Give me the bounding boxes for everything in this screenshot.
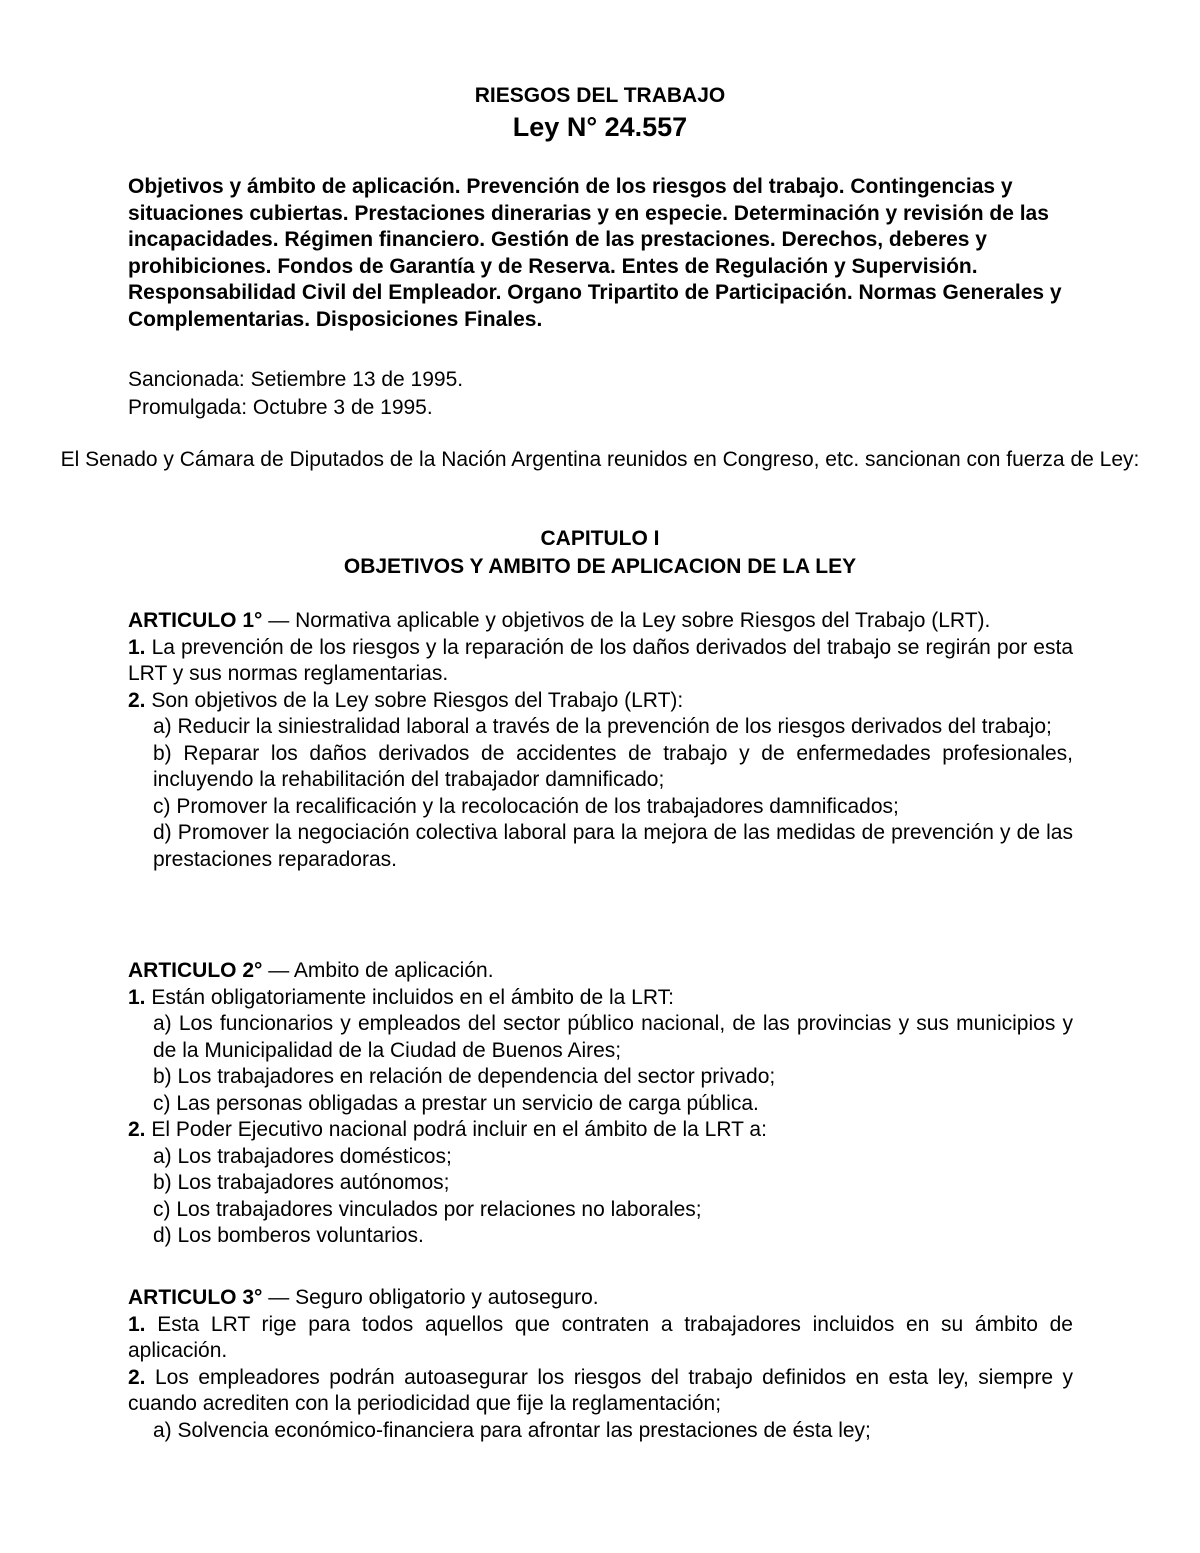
subitem: b) Los trabajadores en relación de dependencia del sector privado; bbox=[153, 1065, 776, 1088]
article-2 bbox=[128, 958, 1073, 1250]
subitem: b) Reparar los daños derivados de accidentes de trabajo y de enfermedades profesionales, incluyendo la rehabilitación del trabajador damnificado; bbox=[153, 741, 1073, 791]
subitem: c) Las personas obligadas a prestar un servicio de carga pública. bbox=[153, 1091, 759, 1115]
article-paragraph bbox=[128, 688, 1073, 715]
subitem: c) Los trabajadores vinculados por relaciones no laborales; bbox=[153, 1197, 702, 1221]
paragraph-text: La prevención de los riesgos y la reparación de los daños derivados del trabajo se regirán por esta LRT y sus normas reglamentarias. bbox=[128, 635, 1073, 685]
promulgation-date: Promulgada: Octubre 3 de 1995. bbox=[128, 396, 433, 419]
article-title: — Seguro obligatorio y autoseguro. bbox=[262, 1286, 599, 1309]
chapter-title: OBJETIVOS Y AMBITO DE APLICACION DE LA LEY bbox=[343, 555, 857, 578]
paragraph-text: El Poder Ejecutivo nacional podrá incluir en el ámbito de la LRT a: bbox=[145, 1118, 767, 1141]
article-1 bbox=[128, 608, 1073, 873]
law-summary: Objetivos y ámbito de aplicación. Prevención de los riesgos del trabajo. Contingencias y situaciones cubiertas. Prestaciones dinerarias y en especie. Determinación y revisión de las incapacidades. Régimen financiero. Gestión de las prestaciones. Derechos, deberes y prohibiciones. Fondos de Garantía y de Reserva. Entes de Regulación y Supervisión. Responsabilidad Civil del Empleador. Organo Tripartito de Participación. Normas Generales y Complementarias. Disposiciones Finales. bbox=[128, 175, 1062, 331]
article-title: — Ambito de aplicación. bbox=[262, 959, 494, 982]
article-label: ARTICULO 2° bbox=[128, 959, 263, 982]
article-paragraph bbox=[128, 1312, 1073, 1365]
paragraph-number: 2. bbox=[128, 1118, 146, 1141]
dates-block bbox=[128, 366, 463, 422]
article-paragraph bbox=[128, 635, 1073, 688]
paragraph-number: 2. bbox=[128, 1365, 146, 1389]
enacting-formula: El Senado y Cámara de Diputados de la Nación Argentina reunidos en Congreso, etc. sancionan con fuerza de Ley: bbox=[60, 448, 1140, 471]
paragraph-number: 1. bbox=[128, 635, 146, 659]
paragraph-number: 2. bbox=[128, 688, 146, 712]
subitem: a) Solvencia económico-financiera para afrontar las prestaciones de ésta ley; bbox=[153, 1418, 871, 1442]
subitem: d) Los bomberos voluntarios. bbox=[153, 1224, 424, 1247]
subitem: a) Los funcionarios y empleados del sector público nacional, de las provincias y sus municipios y de la Municipalidad de la Ciudad de Buenos Aires; bbox=[153, 1012, 1073, 1062]
article-3 bbox=[128, 1285, 1073, 1444]
document-title: RIESGOS DEL TRABAJO bbox=[474, 84, 726, 107]
article-paragraph bbox=[128, 1365, 1073, 1418]
article-title: — Normativa aplicable y objetivos de la Ley sobre Riesgos del Trabajo (LRT). bbox=[262, 609, 991, 632]
sanction-date: Sancionada: Setiembre 13 de 1995. bbox=[128, 368, 464, 391]
subitem: a) Los trabajadores domésticos; bbox=[153, 1144, 452, 1168]
article-heading bbox=[128, 1285, 1073, 1312]
subitem: d) Promover la negociación colectiva laboral para la mejora de las medidas de prevención y de las prestaciones reparadoras. bbox=[153, 821, 1073, 871]
article-paragraph bbox=[128, 1117, 1073, 1144]
paragraph-number: 1. bbox=[128, 1312, 146, 1336]
paragraph-number: 1. bbox=[128, 985, 146, 1009]
subitem: c) Promover la recalificación y la recolocación de los trabajadores damnificados; bbox=[153, 794, 899, 818]
subitem: b) Los trabajadores autónomos; bbox=[153, 1171, 450, 1194]
paragraph-text: Están obligatoriamente incluidos en el ámbito de la LRT: bbox=[145, 985, 674, 1009]
article-label: ARTICULO 3° bbox=[128, 1286, 263, 1309]
subitem: a) Reducir la siniestralidad laboral a través de la prevención de los riesgos derivados del trabajo; bbox=[153, 715, 1052, 738]
law-number: Ley N° 24.557 bbox=[512, 112, 688, 142]
chapter-number: CAPITULO I bbox=[540, 527, 660, 550]
article-label: ARTICULO 1° bbox=[128, 609, 263, 632]
paragraph-text: Son objetivos de la Ley sobre Riesgos del Trabajo (LRT): bbox=[145, 688, 684, 712]
article-paragraph bbox=[128, 985, 1073, 1012]
paragraph-text: Esta LRT rige para todos aquellos que contraten a trabajadores incluidos en su ámbito de aplicación. bbox=[128, 1312, 1073, 1362]
paragraph-text: Los empleadores podrán autoasegurar los riesgos del trabajo definidos en esta ley, siempre y cuando acrediten con la periodicidad que fije la reglamentación; bbox=[128, 1365, 1073, 1415]
article-heading bbox=[128, 958, 1073, 985]
article-heading bbox=[128, 608, 1073, 635]
